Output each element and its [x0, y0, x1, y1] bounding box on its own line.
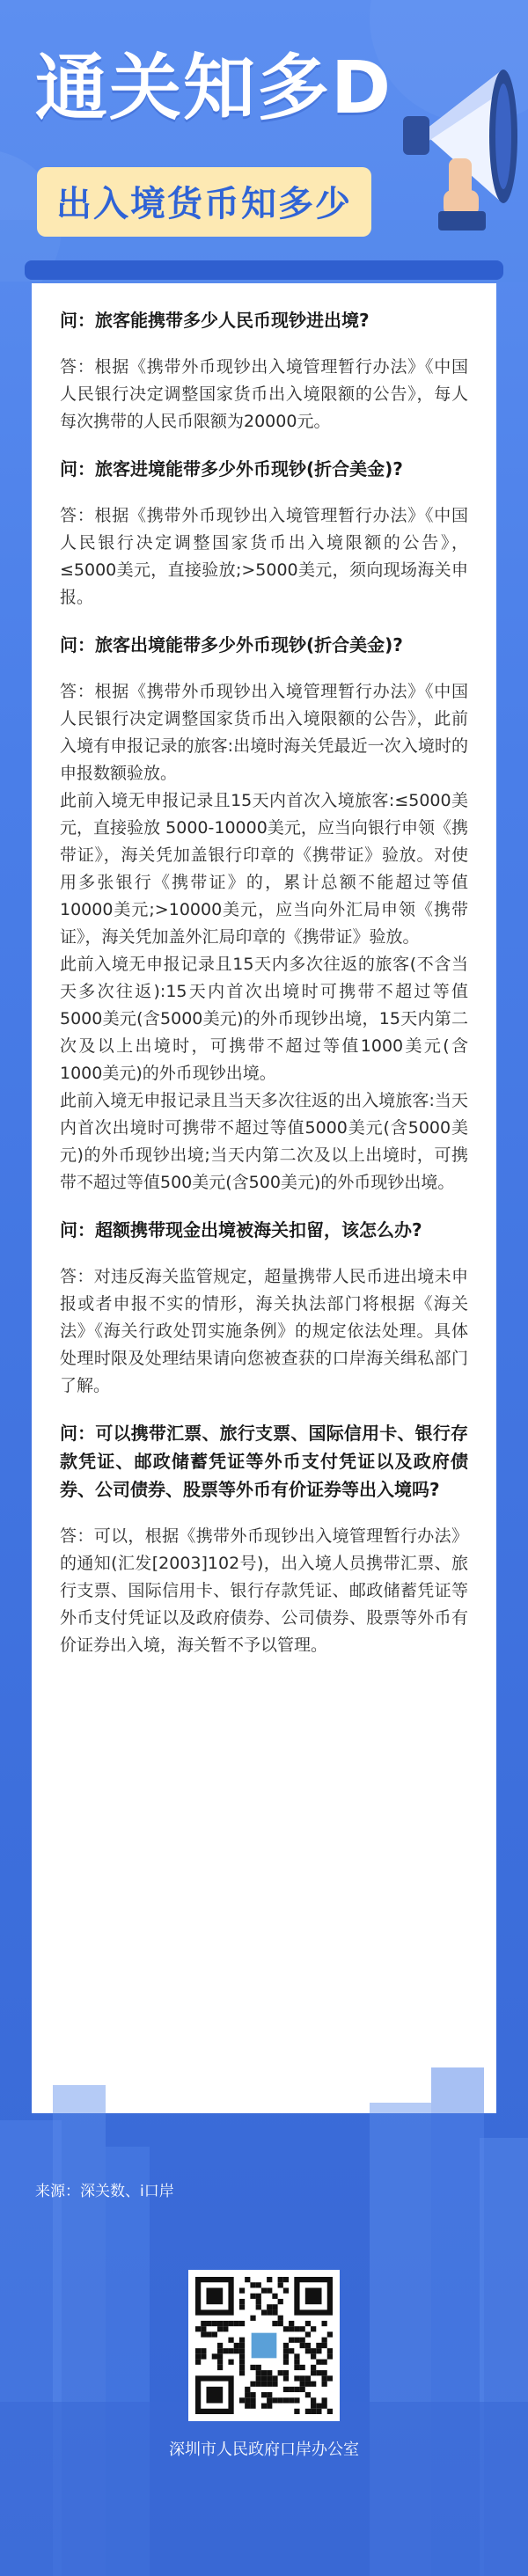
- content-card: [32, 283, 496, 2113]
- qa-item: [60, 306, 468, 435]
- page-title: 通关知多D: [35, 47, 393, 130]
- answer-paragraph: 此前入境无申报记录且15天内首次入境旅客:≤5000美元，直接验放 5000-10000美元，应当向银行申领《携带证》，海关凭加盖银行印章的《携带证》验放。对使用多张银行《携带证》的，累计总额不能超过等值10000美元;>10000美元，应当向外汇局申领《携带证》，海关凭加盖外汇局印章的《携带证》验放。: [60, 791, 468, 947]
- answer-paragraph: 答：根据《携带外币现钞出入境管理暂行办法》《中国人民银行决定调整国家货币出入境限额的公告》，≤5000美元，直接验放;>5000美元，须向现场海关申报。: [60, 506, 468, 607]
- answer-text: [60, 1523, 468, 1659]
- qa-item: [60, 631, 468, 1197]
- answer-paragraph: 答：对违反海关监管规定，超量携带人民币进出境未申报或者申报不实的情形，海关执法部门将根据《海关法》《海关行政处罚实施条例》的规定依法处理。具体处理时限及处理结果请向您被查获的口岸海关缉私部门了解。: [60, 1267, 468, 1395]
- organization-name: 深圳市人民政府口岸办公室: [169, 2441, 359, 2459]
- question-text: 问：可以携带汇票、旅行支票、国际信用卡、银行存款凭证、邮政储蓄凭证等外币支付凭证以及政府债券、公司债券、股票等外币有价证券等出入境吗?: [60, 1423, 468, 1500]
- answer-paragraph: 答：根据《携带外币现钞出入境管理暂行办法》《中国人民银行决定调整国家货币出入境限额的公告》，此前入境有申报记录的旅客:出境时海关凭最近一次入境时的申报数额验放。: [60, 682, 468, 783]
- answer-paragraph: 此前入境无申报记录且当天多次往返的出入境旅客:当天内首次出境时可携带不超过等值5000美元(含5000美元)的外币现钞出境;当天内第二次及以上出境时，可携带不超过等值500美元(含500美元)的外币现钞出境。: [60, 1091, 468, 1192]
- qr-code: [188, 2270, 340, 2421]
- source-credit: 来源：深关数、i口岸: [35, 2183, 174, 2200]
- qr-code-image: [188, 2270, 340, 2421]
- question-text: 问：旅客进境能带多少外币现钞(折合美金)?: [60, 458, 403, 479]
- card-top-tab: [25, 260, 503, 280]
- question-text: 问：旅客出境能带多少外币现钞(折合美金)?: [60, 634, 403, 655]
- answer-paragraph: 此前入境无申报记录且15天内多次往返的旅客(不含当天多次往返):15天内首次出境时可携带不超过等值5000美元(含5000美元)的外币现钞出境，15天内第二次及以上出境时，可携带不超过等值1000美元(含1000美元)的外币现钞出境。: [60, 955, 468, 1083]
- qa-item: [60, 1216, 468, 1400]
- question-text: 问：旅客能携带多少人民币现钞进出境?: [60, 310, 370, 331]
- megaphone-icon: [396, 35, 528, 238]
- qa-item: [60, 1419, 468, 1659]
- qa-item: [60, 455, 468, 611]
- page-subtitle: 出入境货币知多少: [37, 167, 371, 237]
- answer-paragraph: 答：可以，根据《携带外币现钞出入境管理暂行办法》的通知(汇发[2003]102号)，出入境人员携带汇票、旅行支票、国际信用卡、银行存款凭证、邮政储蓄凭证等外币支付凭证以及政府债券、公司债券、股票等外币有价证券出入境，海关暂不予以管理。: [60, 1526, 468, 1655]
- answer-text: [60, 1263, 468, 1400]
- answer-text: [60, 678, 468, 1197]
- answer-text: [60, 354, 468, 435]
- answer-paragraph: 答：根据《携带外币现钞出入境管理暂行办法》《中国人民银行决定调整国家货币出入境限额的公告》，每人每次携带的人民币限额为20000元。: [60, 357, 468, 431]
- answer-text: [60, 502, 468, 611]
- question-text: 问：超额携带现金出境被海关扣留，该怎么办?: [60, 1219, 422, 1240]
- header-banner: [0, 0, 528, 282]
